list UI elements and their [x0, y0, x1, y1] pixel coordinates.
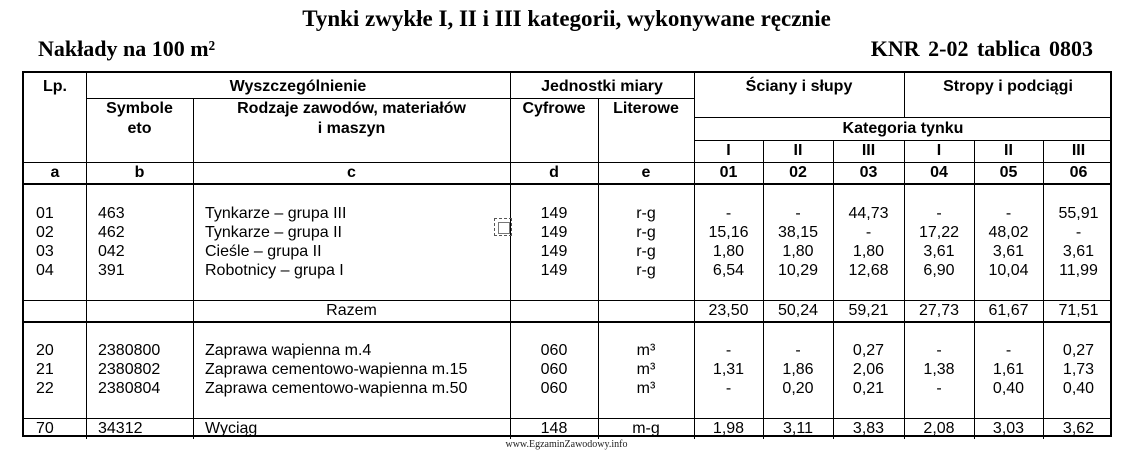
labor-row-01-name: Tynkarze – grupa III: [205, 205, 347, 222]
page-title: Tynki zwykłe I, II i III kategorii, wykonywane ręcznie: [302, 6, 831, 31]
material-row-21-cyf: 060: [540, 361, 568, 378]
labor-row-03-name: Cieśle – grupa II: [205, 243, 322, 260]
grid-line-h: [694, 117, 1112, 118]
machine-row-70-val-1: 1,98: [712, 420, 745, 437]
material-row-22-val-4: -: [936, 380, 942, 397]
header-kategoria: Kategoria tynku: [842, 120, 964, 137]
labor-row-02-val-4: 17,22: [918, 224, 960, 241]
labor-row-01-eto: 463: [98, 205, 125, 222]
razem-val-6: 71,51: [1058, 302, 1099, 319]
header-letter-d: d: [549, 164, 559, 181]
machine-row-70-eto: 34312: [98, 420, 143, 437]
labor-row-02-lp: 02: [36, 224, 54, 241]
labor-row-03-lit: r-g: [636, 243, 656, 260]
header-kat-3: III: [861, 142, 876, 159]
labor-row-01-val-1: -: [725, 205, 732, 222]
material-row-22-cyf: 060: [540, 380, 568, 397]
labor-row-04-name: Robotnicy – grupa I: [205, 262, 344, 279]
razem-val-5: 61,67: [988, 302, 1029, 319]
material-row-22-lp: 22: [36, 380, 54, 397]
razem-val-2: 50,24: [777, 302, 819, 319]
labor-row-03-eto: 042: [98, 243, 125, 260]
labor-row-01-lit: r-g: [636, 205, 656, 222]
labor-row-04-cyf: 149: [540, 262, 568, 279]
material-row-22-val-5: 0,40: [992, 380, 1025, 397]
header-wyszczegolnienie: Wyszczególnienie: [229, 78, 367, 95]
material-row-22-val-6: 0,40: [1062, 380, 1095, 397]
material-row-21-lp: 21: [36, 361, 54, 378]
machine-row-70-cyf: 148: [540, 420, 568, 437]
labor-row-04-val-5: 10,04: [988, 262, 1029, 279]
machine-row-70-val-3: 3,83: [852, 420, 885, 437]
razem-val-3: 59,21: [848, 302, 889, 319]
machine-row-70-val-4: 2,08: [923, 420, 955, 437]
header-rodzaje-2: i maszyn: [317, 120, 386, 137]
grid-line-h: [694, 140, 1112, 141]
machine-row-70-val-2: 3,11: [783, 420, 813, 437]
material-row-22-val-3: 0,21: [852, 380, 885, 397]
grid-line-h: [24, 300, 1112, 301]
machine-row-70-val-5: 3,03: [992, 420, 1025, 437]
labor-row-01-val-2: -: [795, 205, 801, 222]
razem-val-4: 27,73: [918, 302, 960, 319]
labor-row-04-val-1: 6,54: [712, 262, 745, 279]
labor-row-02-eto: 462: [98, 224, 125, 241]
labor-row-02-val-1: 15,16: [708, 224, 749, 241]
labor-row-02-val-3: -: [865, 224, 872, 241]
labor-row-01-val-3: 44,73: [848, 205, 889, 222]
header-lp: Lp.: [43, 78, 67, 95]
grid-line-h: [24, 183, 1112, 185]
labor-row-04-eto: 391: [98, 262, 125, 279]
grid-line-h: [24, 418, 1112, 419]
labor-row-04-lp: 04: [36, 262, 54, 279]
grid-line-v: [193, 98, 194, 439]
material-row-22-name: Zaprawa cementowo-wapienna m.50: [205, 380, 468, 397]
material-row-21-eto: 2380802: [98, 361, 161, 378]
subtitle-norms: Nakłady na 100 m²: [38, 36, 216, 61]
labor-row-04-val-3: 12,68: [848, 262, 889, 279]
labor-row-02-cyf: 149: [540, 224, 568, 241]
material-row-22-lit: m³: [636, 380, 656, 397]
labor-row-03-val-2: 1,80: [782, 243, 814, 260]
header-jednostki: Jednostki miary: [541, 78, 663, 95]
material-row-21-val-4: 1,38: [923, 361, 955, 378]
material-row-20-val-1: -: [725, 342, 732, 359]
header-rodzaje: Rodzaje zawodów, materiałów: [237, 100, 466, 117]
knr-table: [22, 71, 1112, 437]
labor-row-03-val-3: 1,80: [852, 243, 885, 260]
grid-line-h: [24, 321, 1112, 323]
cursor-icon: [494, 218, 512, 236]
material-row-22-eto: 2380804: [98, 380, 161, 397]
header-letter-b: b: [134, 164, 145, 181]
labor-row-03-val-4: 3,61: [923, 243, 955, 260]
labor-row-01-val-5: -: [1005, 205, 1012, 222]
header-kat-2: II: [793, 142, 803, 159]
machine-row-70-val-6: 3,62: [1062, 420, 1095, 437]
header-stropy: Stropy i podciągi: [943, 78, 1073, 95]
labor-row-01-cyf: 149: [540, 205, 568, 222]
machine-row-70-name: Wyciąg: [205, 420, 258, 437]
labor-row-01-val-4: -: [936, 205, 942, 222]
razem-val-1: 23,50: [708, 302, 749, 319]
header-letter-a: a: [50, 164, 60, 181]
grid-line-h: [24, 162, 1112, 163]
labor-row-03-val-5: 3,61: [992, 243, 1025, 260]
labor-row-04-val-6: 11,99: [1059, 262, 1098, 279]
material-row-20-eto: 2380800: [98, 342, 161, 359]
material-row-20-name: Zaprawa wapienna m.4: [205, 342, 372, 359]
material-row-20-val-4: -: [936, 342, 942, 359]
labor-row-03-cyf: 149: [540, 243, 568, 260]
header-symbole: Symbole: [106, 100, 173, 117]
machine-row-70-lit: m-g: [632, 420, 660, 437]
header-letter-01: 01: [719, 164, 738, 181]
material-row-20-lp: 20: [36, 342, 54, 359]
header-letter-e: e: [641, 164, 651, 181]
razem-label: Razem: [326, 302, 377, 319]
header-cyfrowe: Cyfrowe: [522, 100, 586, 117]
labor-row-04-val-2: 10,29: [777, 262, 819, 279]
material-row-22-val-2: 0,20: [782, 380, 814, 397]
material-row-21-lit: m³: [636, 361, 656, 378]
subtitle-knr: KNR 2-02 tablica 0803: [870, 36, 1093, 61]
footer-url: www.EgzaminZawodowy.info: [505, 439, 628, 450]
header-letter-03: 03: [859, 164, 878, 181]
material-row-21-val-3: 2,06: [852, 361, 885, 378]
labor-row-04-val-4: 6,90: [923, 262, 955, 279]
labor-row-04-lit: r-g: [636, 262, 656, 279]
header-eto: eto: [127, 120, 152, 137]
material-row-20-val-5: -: [1005, 342, 1012, 359]
labor-row-02-name: Tynkarze – grupa II: [205, 224, 342, 241]
material-row-21-val-1: 1,31: [712, 361, 745, 378]
material-row-20-val-3: 0,27: [852, 342, 885, 359]
header-literowe: Literowe: [613, 100, 679, 117]
material-row-20-val-6: 0,27: [1062, 342, 1095, 359]
header-kat-5: II: [1004, 142, 1013, 159]
header-kat-1: I: [726, 142, 731, 159]
labor-row-03-lp: 03: [36, 243, 54, 260]
header-letter-02: 02: [789, 164, 807, 181]
header-letter-06: 06: [1069, 164, 1088, 181]
labor-row-01-lp: 01: [36, 205, 54, 222]
labor-row-02-lit: r-g: [636, 224, 656, 241]
labor-row-02-val-5: 48,02: [988, 224, 1029, 241]
material-row-21-val-2: 1,86: [782, 361, 814, 378]
labor-row-03-val-6: 3,61: [1062, 243, 1095, 260]
header-kat-6: III: [1071, 142, 1086, 159]
labor-row-03-val-1: 1,80: [712, 243, 745, 260]
material-row-21-val-5: 1,61: [992, 361, 1025, 378]
header-letter-05: 05: [999, 164, 1018, 181]
labor-row-02-val-6: -: [1075, 224, 1082, 241]
machine-row-70-lp: 70: [36, 420, 54, 437]
header-sciany: Ściany i słupy: [745, 78, 853, 95]
header-letter-04: 04: [930, 164, 948, 181]
material-row-20-cyf: 060: [540, 342, 568, 359]
labor-row-02-val-2: 38,15: [777, 224, 819, 241]
header-kat-4: I: [936, 142, 942, 159]
labor-row-01-val-6: 55,91: [1058, 205, 1099, 222]
material-row-21-val-6: 1,73: [1062, 361, 1095, 378]
material-row-20-val-2: -: [795, 342, 801, 359]
material-row-22-val-1: -: [725, 380, 732, 397]
grid-line-h: [86, 98, 694, 99]
material-row-20-lit: m³: [636, 342, 656, 359]
material-row-21-name: Zaprawa cementowo-wapienna m.15: [205, 361, 468, 378]
header-letter-c: c: [347, 164, 356, 181]
